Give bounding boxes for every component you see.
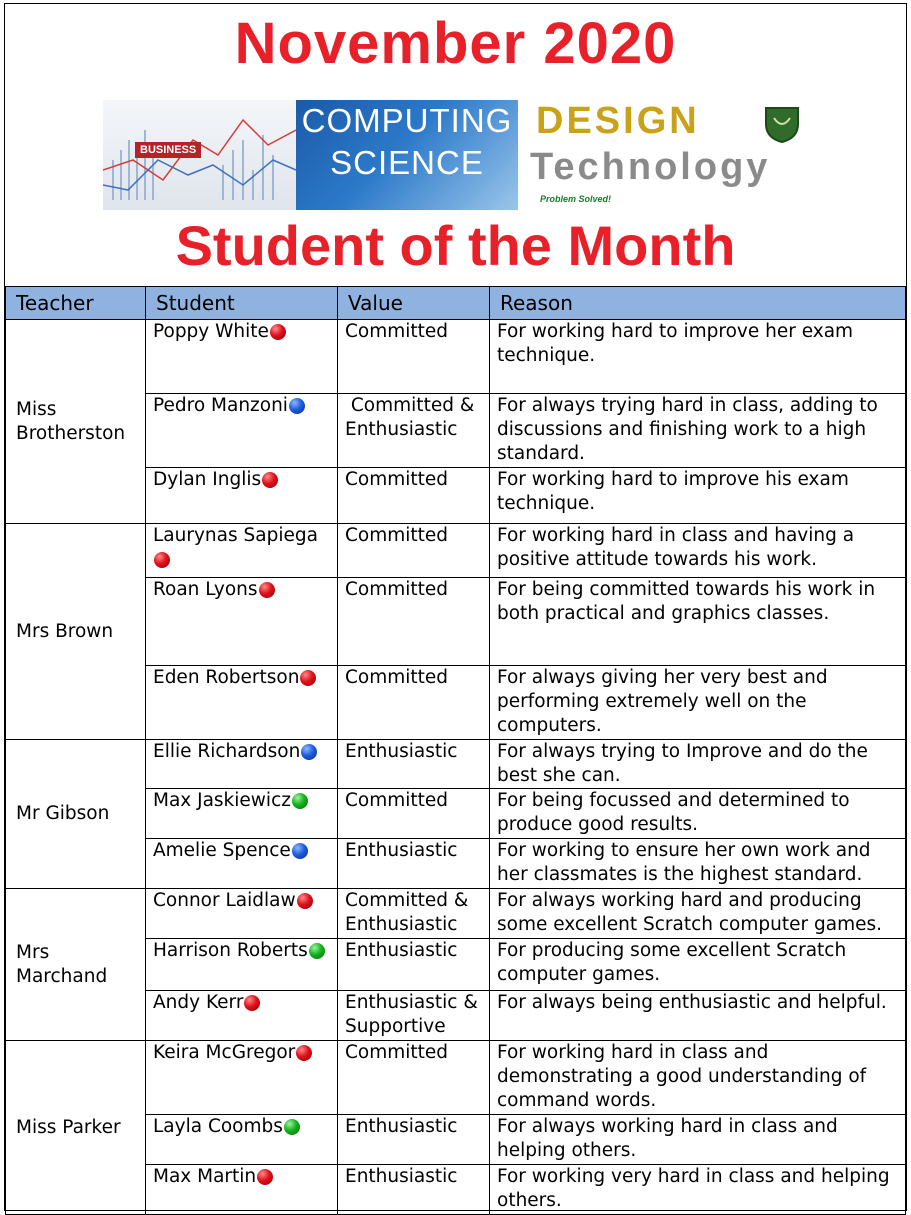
value-cell: Enthusiastic <box>338 1115 490 1165</box>
department-banner <box>103 100 810 210</box>
red-dot-icon <box>257 1169 273 1185</box>
design-label: DESIGN <box>536 100 700 142</box>
student-name: Poppy White <box>153 321 269 342</box>
student-cell <box>146 939 338 991</box>
column-header-value: Value <box>338 287 490 320</box>
dt-tagline: Problem Solved! <box>540 194 612 204</box>
reason-cell: For working very hard in class and helping others. <box>490 1165 906 1215</box>
reason-cell: For producing some excellent Scratch computer games. <box>490 939 906 991</box>
value-cell: Committed <box>338 524 490 578</box>
red-dot-icon <box>297 893 313 909</box>
month-title: November 2020 <box>234 11 677 76</box>
reason-cell: For always trying to Improve and do the best she can. <box>490 740 906 789</box>
blue-dot-icon <box>301 744 317 760</box>
value-cell: Committed <box>338 468 490 524</box>
reason-cell: For working hard to improve his exam technique. <box>490 468 906 524</box>
reason-cell: For always working hard and producing some excellent Scratch computer games. <box>490 889 906 939</box>
table-row <box>6 320 906 394</box>
value-cell: Committed & Enthusiastic <box>338 889 490 939</box>
student-name: Amelie Spence <box>153 840 291 861</box>
computing-science-logo <box>296 100 518 210</box>
column-header-teacher: Teacher <box>6 287 146 320</box>
student-cell <box>146 789 338 839</box>
student-of-the-month-table <box>5 286 906 1215</box>
student-name: Laurynas Sapiega <box>153 525 318 546</box>
value-cell: Committed & Enthusiastic <box>338 394 490 468</box>
technology-label: Technology <box>530 146 771 188</box>
student-name: Andy Kerr <box>153 992 244 1013</box>
red-dot-icon <box>300 670 316 686</box>
value-cell: Enthusiastic <box>338 1165 490 1215</box>
student-name: Max Martin <box>153 1166 257 1187</box>
student-name: Ellie Richardson <box>153 741 301 762</box>
table-row <box>6 889 906 939</box>
teacher-cell: Miss Brotherston <box>6 320 146 524</box>
value-cell: Enthusiastic <box>338 839 490 889</box>
reason-cell: For working to ensure her own work and her classmates is the highest standard. <box>490 839 906 889</box>
student-name: Dylan Inglis <box>153 469 262 490</box>
business-logo <box>103 100 296 210</box>
student-cell <box>146 394 338 468</box>
school-shield-icon <box>762 104 802 144</box>
science-label: SCIENCE <box>330 144 484 181</box>
red-dot-icon <box>259 582 275 598</box>
table-row <box>6 524 906 578</box>
blue-dot-icon <box>289 398 305 414</box>
student-name: Eden Robertson <box>153 667 300 688</box>
column-header-reason: Reason <box>490 287 906 320</box>
reason-cell: For always working hard in class and helping others. <box>490 1115 906 1165</box>
reason-cell: For working hard to improve her exam technique. <box>490 320 906 394</box>
green-dot-icon <box>309 943 325 959</box>
value-cell: Committed <box>338 789 490 839</box>
value-cell: Committed <box>338 666 490 740</box>
table-row <box>6 740 906 789</box>
reason-cell: For working hard in class and having a positive attitude towards his work. <box>490 524 906 578</box>
student-cell <box>146 889 338 939</box>
red-dot-icon <box>262 472 278 488</box>
student-name: Keira McGregor <box>153 1042 296 1063</box>
student-cell <box>146 320 338 394</box>
table-header-row <box>6 287 906 320</box>
student-name: Connor Laidlaw <box>153 890 296 911</box>
student-cell <box>146 991 338 1041</box>
student-cell <box>146 1115 338 1165</box>
student-name: Layla Coombs <box>153 1116 283 1137</box>
reason-cell: For always giving her very best and performing extremely well on the computers. <box>490 666 906 740</box>
reason-cell: For always trying hard in class, adding to discussions and finishing work to a high standard. <box>490 394 906 468</box>
value-cell: Enthusiastic <box>338 740 490 789</box>
student-name: Harrison Roberts <box>153 940 308 961</box>
red-dot-icon <box>244 995 260 1011</box>
student-cell <box>146 740 338 789</box>
page-title: Student of the Month <box>175 214 736 277</box>
red-dot-icon <box>154 552 170 568</box>
blue-dot-icon <box>292 843 308 859</box>
student-cell <box>146 468 338 524</box>
reason-cell: For being committed towards his work in both practical and graphics classes. <box>490 578 906 666</box>
green-dot-icon <box>284 1119 300 1135</box>
student-cell <box>146 578 338 666</box>
student-cell <box>146 1041 338 1115</box>
value-cell: Committed <box>338 578 490 666</box>
teacher-cell: Mrs Marchand <box>6 889 146 1041</box>
red-dot-icon <box>296 1045 312 1061</box>
green-dot-icon <box>292 793 308 809</box>
student-cell <box>146 1165 338 1215</box>
table-row <box>6 1041 906 1115</box>
student-name: Pedro Manzoni <box>153 395 288 416</box>
teacher-cell: Mr Gibson <box>6 740 146 889</box>
value-cell: Committed <box>338 320 490 394</box>
computing-label: COMPUTING <box>301 102 513 139</box>
teacher-cell: Miss Parker <box>6 1041 146 1215</box>
student-cell <box>146 839 338 889</box>
reason-cell: For being focussed and determined to produce good results. <box>490 789 906 839</box>
value-cell: Enthusiastic <box>338 939 490 991</box>
reason-cell: For working hard in class and demonstrating a good understanding of command words. <box>490 1041 906 1115</box>
student-cell <box>146 666 338 740</box>
column-header-student: Student <box>146 287 338 320</box>
student-cell <box>146 524 338 578</box>
reason-cell: For always being enthusiastic and helpful. <box>490 991 906 1041</box>
design-technology-logo <box>518 100 810 210</box>
teacher-cell: Mrs Brown <box>6 524 146 740</box>
student-name: Roan Lyons <box>153 579 258 600</box>
value-cell: Committed <box>338 1041 490 1115</box>
red-dot-icon <box>270 324 286 340</box>
student-name: Max Jaskiewicz <box>153 790 291 811</box>
value-cell: Enthusiastic & Supportive <box>338 991 490 1041</box>
poster <box>4 3 907 1211</box>
business-label: BUSINESS <box>135 142 201 158</box>
